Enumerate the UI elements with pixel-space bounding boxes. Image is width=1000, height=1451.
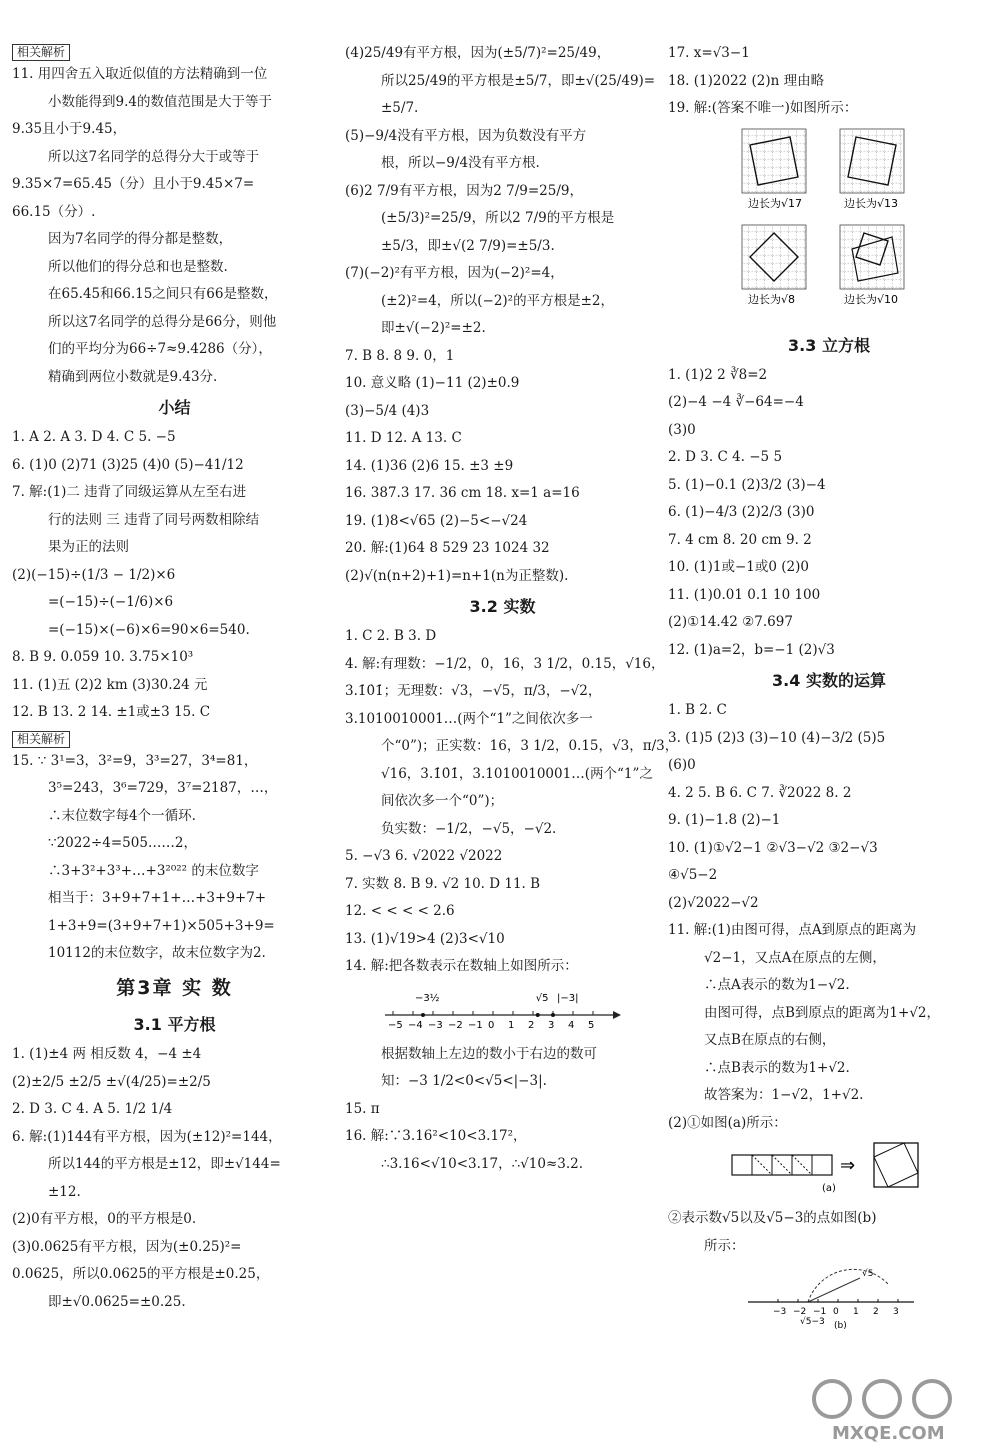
grid-squares-figure <box>668 127 990 325</box>
number-line-tick-label: −4 <box>408 1019 423 1031</box>
number-line-point <box>551 1013 555 1017</box>
chapter-heading: 第3章 实 数 <box>116 977 233 999</box>
compass-arc <box>808 1269 888 1302</box>
grid-squares-svg <box>740 127 920 321</box>
answer-line: 小数能得到9.4的数值范围是大于等于 <box>48 93 272 110</box>
answer-line: (2)0有平方根，0的平方根是0. <box>12 1211 197 1227</box>
answer-line: 3.1̇0̇1̇；无理数：√3，−√5，π/3，−√2， <box>345 683 602 699</box>
number-line-tick-label: 0 <box>488 1019 495 1031</box>
section-heading-summary: 小结 <box>158 398 191 417</box>
answer-line: 1. (1)±4 两 相反数 4，−4 ±4 <box>12 1046 202 1062</box>
answer-line: 3.1010010001…(两个“1”之间依次多一 <box>345 710 593 727</box>
answer-line: 由图可得，点B到原点的距离为1+√2， <box>704 1004 941 1021</box>
answer-line: 精确到两位小数就是9.43分. <box>48 368 218 385</box>
answer-line: 1. C 2. B 3. D <box>345 628 437 644</box>
figure-b-label: √5−3 <box>800 1317 825 1327</box>
section-heading-3-3: 3.3 立方根 <box>788 335 870 355</box>
number-line-tick-label: 4 <box>568 1019 575 1031</box>
answer-block-11 <box>12 65 337 387</box>
answer-line: 10. 意义略 (1)−11 (2)±0.9 <box>345 375 520 391</box>
section-3-2-answers <box>345 627 679 976</box>
answer-line: 14. 解:把各数表示在数轴上如图所示： <box>345 958 578 974</box>
answers-17-19 <box>668 44 990 118</box>
answer-line: 11. (1)0.01 0.1 10 100 <box>668 586 821 603</box>
number-line-tick-label: −1 <box>468 1019 483 1031</box>
figure-b-tick-label: 0 <box>833 1307 839 1317</box>
answer-line: 8. B 9. 0.059 10. 3.75×10³ <box>12 649 194 665</box>
answer-line: (2)(−15)÷(1/3 − 1/2)×6 <box>12 566 176 583</box>
answer-line: ∴3+3²+3³+…+3²⁰²² 的末位数字 <box>48 862 259 879</box>
answer-line: 9.35且小于9.45， <box>12 121 127 137</box>
answer-line: 果为正的法则 <box>48 539 129 555</box>
grid-sqrt8 <box>742 225 806 306</box>
answer-line: 1. A 2. A 3. D 4. C 5. −5 <box>12 429 176 445</box>
answer-line: (7)(−2)²有平方根，因为(−2)²=4， <box>345 265 564 281</box>
answer-line: ∵2022÷4=505……2， <box>48 835 198 851</box>
answer-line: =(−15)×(−6)×6=90×6=540. <box>48 621 250 638</box>
number-line-figure <box>345 985 660 1037</box>
section-3-1-answers-continued <box>345 44 660 586</box>
answer-line: 5. (1)−0.1 (2)3/2 (3)−4 <box>668 476 826 493</box>
answer-line: 9.35×7=65.45（分）且小于9.45×7= <box>12 176 255 192</box>
answer-line: 19. (1)8<√65 (2)−5<−√24 <box>345 512 528 529</box>
answer-line: 11. D 12. A 13. C <box>345 430 462 446</box>
figure-b-tick-label: −2 <box>793 1307 807 1317</box>
figure-b-tick-label: 1 <box>853 1307 859 1317</box>
number-line-tick-label: 1 <box>508 1019 515 1031</box>
answer-line: 1. (1)2 2 ∛8=2 <box>668 366 768 383</box>
answer-line: ∴点B表示的数为1+√2. <box>704 1059 850 1076</box>
answer-line: 6. (1)−4/3 (2)2/3 (3)0 <box>668 504 815 520</box>
answer-line: (±5/3)²=25/9，所以2 7/9的平方根是 <box>381 210 615 226</box>
watermark-logo <box>792 1375 992 1445</box>
answer-line: ∴3.16<√10<3.17，∴√10≈3.2. <box>381 1155 584 1172</box>
answer-line: 12. B 13. 2 14. ±1或±3 15. C <box>12 704 211 720</box>
figure-b-label: (b) <box>834 1321 847 1330</box>
answer-line: 7. 4 cm 8. 20 cm 9. 2 <box>668 531 812 548</box>
answer-line: (5)−9/4没有平方根，因为负数没有平方 <box>345 127 587 144</box>
answer-line: ②表示数√5以及√5−3的点如图(b) <box>668 1210 877 1226</box>
arrow-symbol: ⇒ <box>840 1155 856 1176</box>
answer-line: 们的平均分为66÷7≈9.4286（分）， <box>48 341 272 357</box>
answer-line: 16. 387.3 17. 36 cm 18. x=1 a=16 <box>345 485 580 501</box>
column-middle <box>345 44 679 1182</box>
answer-line: 18. (1)2022 (2)n 理由略 <box>668 72 825 89</box>
answer-line: 5. −√3 6. √2022 √2022 <box>345 848 503 864</box>
answer-line: 个“0”)；正实数：16，3 1/2，0.15，√3，π/3， <box>381 738 679 754</box>
number-line-point-label: −3½ <box>415 992 440 1004</box>
section-3-4-answers <box>668 701 990 1133</box>
answer-line: (2)①如图(a)所示： <box>668 1114 787 1131</box>
answer-line: 间依次多一个“0”)； <box>381 793 504 809</box>
figure-b-tick-label: −1 <box>813 1307 827 1317</box>
answer-line: 2. D 3. C 4. −5 5 <box>668 449 783 465</box>
answer-line: 所以这7名同学的总得分大于或等于 <box>48 148 260 165</box>
section-heading-3-4: 3.4 实数的运算 <box>772 671 886 690</box>
number-line-tick-label: 5 <box>588 1019 595 1031</box>
answer-line: 13. (1)√19>4 (2)3<√10 <box>345 930 505 947</box>
answer-line: 即±√0.0625=±0.25. <box>48 1293 186 1310</box>
answer-line: 所以25/49的平方根是±5/7，即±√(25/49)= <box>381 72 656 89</box>
answer-line: 11. 解:(1)由图可得，点A到原点的距离为 <box>668 922 917 938</box>
number-line-point <box>536 1013 540 1017</box>
answer-line: 7. 实数 8. B 9. √2 10. D 11. B <box>345 875 541 892</box>
number-line-svg <box>345 985 645 1033</box>
figure-a-caption: (a) <box>822 1183 836 1194</box>
number-line-tick-label: −2 <box>448 1019 463 1031</box>
section-heading-3-2: 3.2 实数 <box>469 597 536 616</box>
answer-line: 4. 解:有理数：−1/2，0，16，3 1/2，0.15，√16， <box>345 655 665 672</box>
answer-line: (2)①14.42 ②7.697 <box>668 614 793 630</box>
answer-line: 66.15（分）. <box>12 203 96 220</box>
answer-line: 在65.45和66.15之间只有66是整数， <box>48 286 278 302</box>
answer-line: 3⁵=243，3⁶=729，3⁷=2187，…， <box>48 780 278 796</box>
answer-line: 根据数轴上左边的数小于右边的数可 <box>381 1045 597 1062</box>
answer-line: 11. 用四舍五入取近似值的方法精确到一位 <box>12 66 268 82</box>
number-line-tick-label: −5 <box>388 1019 403 1031</box>
answer-line: 又点B在原点的右侧， <box>704 1032 836 1048</box>
section-3-4-answers-continued <box>668 1209 990 1256</box>
grid-sqrt13 <box>840 129 904 210</box>
figure-b-label: √5 <box>862 1269 874 1279</box>
answer-line: 所以这7名同学的总得分是66分，则他 <box>48 313 277 330</box>
number-line-point-label: √5 <box>535 992 549 1004</box>
grid-caption: 边长为√8 <box>748 292 796 306</box>
answer-line: 16. 解:∵3.16²<10<3.17²， <box>345 1128 527 1144</box>
answer-line: 19. 解:(答案不唯一)如图所示： <box>668 100 858 116</box>
answer-line: √16，3.1̇0̇1̇，3.1010010001…(两个“1”之 <box>381 765 653 782</box>
grid-caption: 边长为√17 <box>748 196 803 210</box>
answer-line: 相当于：3+9+7+1+…+3+9+7+ <box>48 890 267 906</box>
grid-caption: 边长为√13 <box>844 196 899 210</box>
answer-line: ±5/7. <box>381 100 419 116</box>
answer-line: ±12. <box>48 1183 81 1200</box>
answer-line: 10. (1)1或−1或0 (2)0 <box>668 559 809 575</box>
grid-caption: 边长为√10 <box>844 292 899 306</box>
section-heading-3-1: 3.1 平方根 <box>133 1015 216 1034</box>
figure-b <box>668 1264 990 1334</box>
number-line-point-label: |−3| <box>557 992 579 1004</box>
answer-line: (6)0 <box>668 757 696 773</box>
answer-line: 10. (1)①√2−1 ②√3−√2 ③2−√3 <box>668 839 878 856</box>
section-3-1-answers <box>12 1045 337 1312</box>
number-line-point <box>421 1013 425 1017</box>
answer-line: 17. x=√3−1 <box>668 45 750 61</box>
answer-line: 知：−3 1/2<0<√5<|−3|. <box>381 1073 547 1089</box>
answer-line: (6)2 7/9有平方根，因为2 7/9=25/9， <box>345 182 583 199</box>
answer-line: 行的法则 三 违背了同号两数相除结 <box>48 511 260 528</box>
summary-answers <box>12 428 337 722</box>
column-left <box>12 44 337 1320</box>
figure-b-tick-label: 2 <box>873 1307 879 1317</box>
answer-line: (4)25/49有平方根，因为(±5/7)²=25/49， <box>345 45 611 61</box>
answer-line: 即±√(−2)²=±2. <box>381 320 486 336</box>
answer-line: (2)√2022−√2 <box>668 894 759 911</box>
answer-line: 7. B 8. 8 9. 0，1 <box>345 347 455 364</box>
number-line-arrow <box>613 1011 621 1019</box>
answer-line: 15. π <box>345 1100 380 1117</box>
answer-line: =(−15)÷(−1/6)×6 <box>48 594 174 610</box>
grid-sqrt17 <box>742 129 806 210</box>
answer-line: 所示： <box>704 1237 745 1254</box>
answer-line: 14. (1)36 (2)6 15. ±3 ±9 <box>345 457 514 474</box>
grid-sqrt10 <box>840 225 904 306</box>
answer-line: 所以144的平方根是±12，即±√144= <box>48 1156 281 1172</box>
answer-line: ∴末位数字每4个一循环. <box>48 807 196 824</box>
answer-line: 12. < < < < 2.6 <box>345 903 455 919</box>
number-line-tick-label: 3 <box>548 1019 555 1031</box>
answer-line: 负实数：−1/2，−√5，−√2. <box>381 820 557 837</box>
column-right <box>668 44 990 1342</box>
answer-line: √2−1，又点A在原点的左侧， <box>704 949 886 966</box>
related-analysis-tag: 相关解析 <box>12 731 70 748</box>
number-line-tick-label: −3 <box>428 1019 443 1031</box>
hypotenuse <box>808 1278 860 1302</box>
figure-a <box>668 1141 990 1201</box>
figure-a-svg <box>728 1141 938 1197</box>
answer-line: (3)0 <box>668 421 696 438</box>
answer-line: 6. 解:(1)144有平方根，因为(±12)²=144， <box>12 1128 282 1145</box>
answer-line: 因为7名同学的得分都是整数， <box>48 231 233 247</box>
answer-line: (2)−4 −4 ∛−64=−4 <box>668 394 804 410</box>
answer-line: (3)−5/4 (4)3 <box>345 402 430 419</box>
figure-b-tick-label: 3 <box>893 1307 899 1317</box>
answer-line: ±5/3，即±√(2 7/9)=±5/3. <box>381 237 555 254</box>
answer-line: 4. 2 5. B 6. C 7. ∛2022 8. 2 <box>668 784 852 801</box>
answer-line: 6. (1)0 (2)71 (3)25 (4)0 (5)−41/12 <box>12 456 244 473</box>
answer-line: 7. 解:(1)二 违背了同级运算从左至右进 <box>12 484 247 500</box>
answer-line: 11. (1)五 (2)2 km (3)30.24 元 <box>12 676 208 693</box>
answer-line: 10112的末位数字，故末位数字为2. <box>48 945 266 961</box>
answer-line: 15. ∵ 3¹=3，3²=9，3³=27，3⁴=81， <box>12 752 258 769</box>
answer-line: 12. (1)a=2，b=−1 (2)√3 <box>668 641 835 658</box>
answer-line: ∴点A表示的数为1−√2. <box>704 977 850 993</box>
answer-line: (2)±2/5 ±2/5 ±√(4/25)=±2/5 <box>12 1073 211 1090</box>
answer-line: 1. B 2. C <box>668 702 727 718</box>
answer-line: 1+3+9=(3+9+7+1)×505+3+9= <box>48 917 275 934</box>
answer-line: 根，所以−9/4没有平方根. <box>381 155 540 171</box>
answer-line: (3)0.0625有平方根，因为(±0.25)²= <box>12 1238 242 1255</box>
related-analysis-tag: 相关解析 <box>12 44 70 61</box>
answer-line: 故答案为：1−√2，1+√2. <box>704 1087 864 1103</box>
answer-line: (±2)²=4，所以(−2)²的平方根是±2， <box>381 292 614 309</box>
watermark-text: MXQE.COM <box>832 1423 945 1444</box>
section-3-2-answers-continued <box>345 1045 660 1174</box>
number-line-tick-label: 2 <box>528 1019 535 1031</box>
answer-line: (2)√(n(n+2)+1)=n+1(n为正整数). <box>345 567 569 584</box>
figure-b-tick-label: −3 <box>773 1307 787 1317</box>
answer-line: 2. D 3. C 4. A 5. 1/2 1/4 <box>12 1101 173 1117</box>
answer-line: 3. (1)5 (2)3 (3)−10 (4)−3/2 (5)5 <box>668 729 886 746</box>
answer-block-15 <box>12 752 337 964</box>
answer-line: 所以他们的得分总和也是整数. <box>48 258 228 275</box>
section-3-3-answers <box>668 366 990 660</box>
answer-line: 9. (1)−1.8 (2)−1 <box>668 812 781 828</box>
figure-b-svg <box>738 1264 938 1330</box>
answer-line: 20. 解:(1)64 8 529 23 1024 32 <box>345 540 550 556</box>
answer-line: 0.0625，所以0.0625的平方根是±0.25， <box>12 1266 270 1282</box>
answer-line: ④√5−2 <box>668 867 718 883</box>
